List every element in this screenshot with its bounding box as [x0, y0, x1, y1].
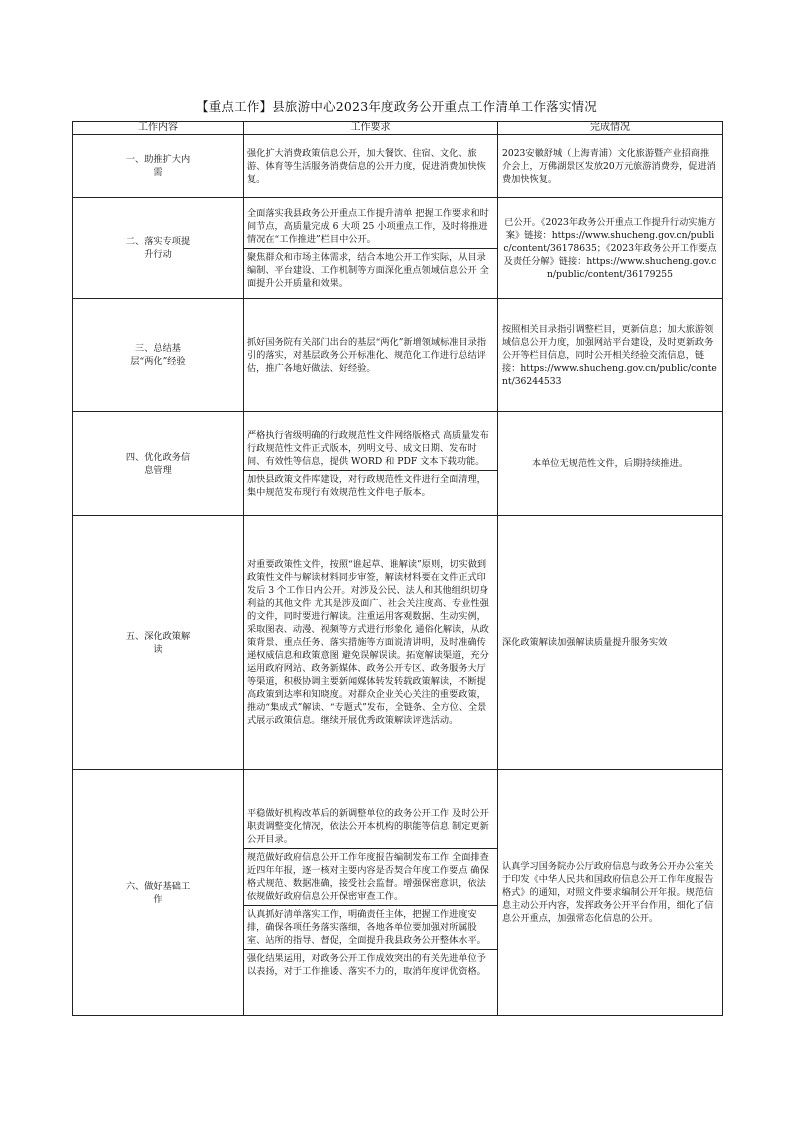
table-row	[73, 198, 723, 299]
row-requirement: 全面落实我县政务公开重点工作提升清单 把握工作要求和时间节点，高质量完成 6 大项 25 小项重点工作，及时将推进情况在“工作推进”栏目中公开。	[247, 207, 489, 245]
row-work-content: 一、助推扩大内需	[73, 135, 244, 198]
row-requirement: 强化扩大消费政策信息公开，加大餐饮、住宿、文化、旅游、体育等生活服务消费信息的公开力度，促进消费加快恢复。	[244, 135, 498, 198]
row-requirement: 规范做好政府信息公开工作年度报告编制发布工作 全面排查近四年年报，逐一核对主要内容是否契合年度工作要点 确保格式规范、数据准确，接受社会监督。增强保密意识，依法依规做好政府信息公开保密审查工作。	[244, 848, 497, 905]
row-requirement: 认真抓好清单落实工作，明确责任主体，把握工作进度安排，确保各项任务落实落细，各地各单位要加强对所属股室、站所的指导、督促，全面提升我县政务公开整体水平。	[244, 905, 497, 949]
row-work-content: 六、做好基础工作	[73, 770, 244, 1016]
row-requirement: 严格执行省级明确的行政规范性文件网络版格式 高质量发布行政规范性文件正式版本，列明文号、成文日期、发布时间、有效性等信息，提供 WORD 和 PDF 文本下载功能。	[247, 429, 489, 467]
row-work-content: 五、深化政策解读	[73, 516, 244, 770]
row-work-content: 三、总结基层“两化”经验	[73, 299, 244, 412]
table-row	[73, 770, 723, 1016]
row-result: 本单位无规范性文件，后期持续推进。	[498, 412, 723, 516]
row-result: 2023安徽舒城（上海青浦）文化旅游暨产业招商推介会上，万佛湖景区发放20万元旅游消费券，促进消费加快恢复。	[498, 135, 723, 198]
work-table	[72, 121, 723, 1016]
table-row	[73, 412, 723, 516]
row-requirement: 聚焦群众和市场主体需求，结合本地公开工作实际，从目录编制、平台建设、工作机制等方面深化重点领域信息公开 全面提升公开质量和效果。	[244, 248, 497, 292]
row-requirement: 抓好国务院有关部门出台的基层“两化”新增领域标准目录指引的落实，对基层政务公开标准化、规范化工作进行总结评估，推广各地好做法、好经验。	[244, 299, 498, 412]
row-requirement: 加快县政策文件库建设，对行政规范性文件进行全面清理，集中规范发布现行有效规范性文件电子版本。	[244, 470, 497, 501]
row-result: 深化政策解读加强解读质量提升服务实效	[498, 516, 723, 770]
row-requirement: 强化结果运用，对政务公开工作成效突出的有关先进单位予以表扬，对于工作推诿、落实不力的，取消年度评优资格。	[244, 949, 497, 980]
table-row	[73, 299, 723, 412]
header-completion-status: 完成情况	[498, 122, 723, 135]
header-work-requirements: 工作要求	[244, 122, 498, 135]
page-title: 【重点工作】县旅游中心2023年度政务公开重点工作清单工作落实情况	[196, 99, 597, 114]
table-header-row	[73, 122, 723, 135]
table-row	[73, 135, 723, 198]
row-result: 按照相关目录指引调整栏目，更新信息；加大旅游领域信息公开力度，加强网站平台建设，及时更新政务公开等栏目信息，同时公开相关经验交流信息，链接：https://www.shucheng.gov.cn/public/content/36244533	[498, 299, 723, 412]
row-result: 已公开。《2023年政务公开重点工作提升行动实施方案》链接：https://www.shucheng.gov.cn/public/content/36178635；《2023年政务公开工作要点及责任分解》链接：https://www.shucheng.gov.cn/public/content/36179255	[498, 198, 723, 299]
row-requirement: 对重要政策性文件，按照“谁起草、谁解读”原则，切实做到政策性文件与解读材料同步审签，解读材料要在文件正式印发后 3 个工作日内公开。对涉及公民、法人和其他组织切身利益的其他文件 尤其是涉及面广、社会关注度高、专业性强的文件，同时要进行解读。注重运用客观数据、生动实例，采取图表、动漫、视频等方式进行形象化 通俗化解读，从政策背景、重点任务、落实措施等方面说清讲明，及时准确传递权威信息和政策意图 避免误解误读。拓宽解读渠道，充分运用政府网站、政务新媒体、政务公开专区、政务服务大厅等渠道，积极协调主要新闻媒体转发转载政策解读，不断提高政策到达率和知晓度。对群众企业关心关注的重要政策，推动“集成式”解读、“专题式”发布，全链条、全方位、全景式展示政策信息。继续开展优秀政策解读评选活动。	[244, 516, 498, 770]
row-requirement: 平稳做好机构改革后的新调整单位的政务公开工作 及时公开职责调整变化情况，依法公开本机构的职能等信息 制定更新公开目录。	[247, 808, 489, 845]
row-work-content: 四、优化政务信息管理	[73, 412, 244, 516]
table-row	[73, 516, 723, 770]
header-work-content: 工作内容	[73, 122, 244, 135]
row-result: 认真学习国务院办公厅政府信息与政务公开办公室关于印发《中华人民共和国政府信息公开工作年度报告格式》的通知，对照文件要求编制公开年报。规范信息主动公开内容，发挥政务公开平台作用，细化了信息公开重点，加强常态化信息的公开。	[498, 770, 723, 1016]
row-work-content: 二、落实专项提升行动	[73, 198, 244, 299]
